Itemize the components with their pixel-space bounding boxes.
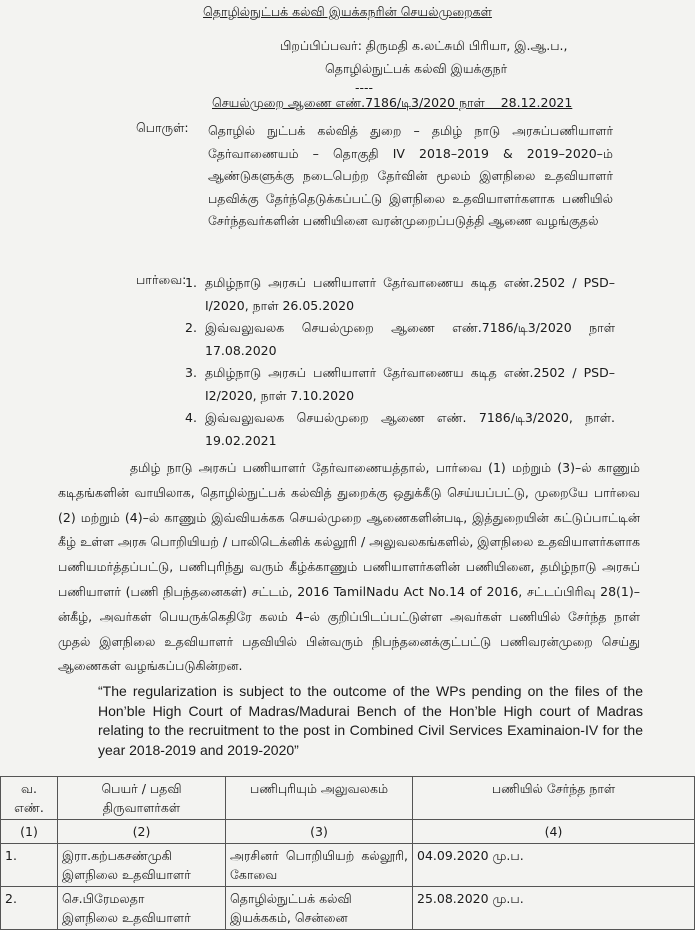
reference-text: தமிழ்நாடு அரசுப் பணியாளர் தேர்வாணைய கடித எண்.2502 / PSD–I/2020, நாள் 26.05.2020 xyxy=(205,275,615,313)
subject-text: தொழில் நுட்பக் கல்வித் துறை – தமிழ் நாடு அரசுப்பணியாளர் தேர்வாணையம் – தொகுதி IV 2018–2019 & 2019–2020–ம் ஆண்டுகளுக்கு நடைபெற்ற தேர்வின் மூலம் இளநிலை உதவியாளர் பதவிக்கு தேர்ந்தெடுக்கப்பட்டு இளநிலை உதவியாளர்களாக பணியில் சேர்ந்தவர்களின் பணியினை வரன்முறைப்படுத்தி ஆணை வழங்குதல் xyxy=(208,123,613,228)
row-office: தொழில்நுட்பக் கல்வி இயக்ககம், சென்னை xyxy=(226,887,413,930)
employees-table xyxy=(0,776,695,930)
header-name-post: பெயர் / பதவி திருவாளர்கள் xyxy=(58,777,226,820)
employee-post: இளநிலை உதவியாளர் xyxy=(62,867,191,882)
header-joining-date: பணியில் சேர்ந்த நாள் xyxy=(413,777,695,820)
header-office: பணிபுரியும் அலுவலகம் xyxy=(226,777,413,820)
row-sno: 1. xyxy=(1,844,58,887)
column-number: (1) xyxy=(1,820,58,844)
table-row xyxy=(1,887,695,930)
reference-text: இவ்வலுவலக செயல்முறை ஆணை எண்.7186/டி3/2020 நாள் 17.08.2020 xyxy=(205,320,615,358)
table-row xyxy=(1,844,695,887)
reference-text: தமிழ்நாடு அரசுப் பணியாளர் தேர்வாணைய கடித எண்.2502 / PSD–I2/2020, நாள் 7.10.2020 xyxy=(205,365,615,403)
row-joining-date: 25.08.2020 மு.ப. xyxy=(413,887,695,930)
row-joining-date: 04.09.2020 மு.ப. xyxy=(413,844,695,887)
document-title: தொழில்நுட்பக் கல்வி இயக்கநரின் செயல்முறைகள் xyxy=(203,4,492,19)
column-number: (4) xyxy=(413,820,695,844)
references-label: பார்வை: xyxy=(136,272,187,287)
employee-name: செ.பிரேமலதா xyxy=(62,891,145,906)
reference-number: 2. xyxy=(185,320,197,335)
header-sno: வ. எண். xyxy=(1,777,58,820)
column-number: (2) xyxy=(58,820,226,844)
regularization-condition-quote: “The regularization is subject to the outcome of the WPs pending on the files of the Hon’ble High Court of Madras/Madurai Bench of the Hon’ble High court of Madras relating to the recruitment to the post in Combined Civil Services Examinaion-IV for the year 2018-2019 and 2019-2020” xyxy=(98,683,643,758)
table-column-number-row xyxy=(1,820,695,844)
reference-text: இவ்வலுவலக செயல்முறை ஆணை எண். 7186/டி3/2020, நாள். 19.02.2021 xyxy=(205,410,615,448)
reference-item xyxy=(185,317,615,362)
reference-item xyxy=(185,407,615,452)
subject-label: பொருள்: xyxy=(136,120,189,135)
row-name-post xyxy=(58,887,226,930)
separator: ---- xyxy=(355,80,374,95)
designation: தொழில்நுட்பக் கல்வி இயக்குநர் xyxy=(325,61,508,76)
column-number: (3) xyxy=(226,820,413,844)
reference-number: 3. xyxy=(185,365,197,380)
table-header-row xyxy=(1,777,695,820)
reference-item xyxy=(185,272,615,317)
order-number-line: செயல்முறை ஆணை எண்.7186/டி3/2020 நாள் 28.12.2021 xyxy=(212,95,573,110)
issuer: பிறப்பிப்பவர்: திருமதி க.லட்சுமி பிரியா, இ.ஆ.ப., xyxy=(280,38,568,53)
reference-item xyxy=(185,362,615,407)
reference-number: 1. xyxy=(185,275,197,290)
employee-name: இரா.கற்பகசண்முகி xyxy=(62,848,172,863)
row-sno: 2. xyxy=(1,887,58,930)
row-office: அரசினர் பொறியியற் கல்லூரி, கோவை xyxy=(226,844,413,887)
body-paragraph: தமிழ் நாடு அரசுப் பணியாளர் தேர்வாணையத்தால், பார்வை (1) மற்றும் (3)–ல் காணும் கடிதங்களின் வாயிலாக, தொழில்நுட்பக் கல்வித் துறைக்கு ஒதுக்கீடு செய்யப்பட்டு, முறையே பார்வை (2) மற்றும் (4)–ல் காணும் இவ்வியக்கக செயல்முறை ஆணைகளின்படி, இத்துறையின் கட்டுப்பாட்டின் கீழ் உள்ள அரசு பொறியியற் / பாலிடெக்னிக் கல்லூரி / அலுவலகங்களில், இளநிலை உதவியாளர்களாக பணியமர்த்தப்பட்டு, பணிபுரிந்து வரும் கீழ்க்காணும் பணியாளர்களின் பணியினை, தமிழ்நாடு அரசுப் பணியாளர் (பணி நிபந்தனைகள்) சட்டம், 2016 TamilNadu Act No.14 of 2016, சட்டப்பிரிவு 28(1)–ன்கீழ், அவர்கள் பெயருக்கெதிரே கலம் 4–ல் குறிப்பிடப்பட்டுள்ள அவர்கள் பணியில் சேர்ந்த நாள் முதல் இளநிலை உதவியாளர் பதவியில் பின்வரும் நிபந்தனைக்குட்பட்டு பணிவரன்முறை செய்து ஆணைகள் வழங்கப்படுகின்றன. xyxy=(58,460,640,674)
row-name-post xyxy=(58,844,226,887)
employee-post: இளநிலை உதவியாளர் xyxy=(62,910,191,925)
reference-number: 4. xyxy=(185,410,197,425)
